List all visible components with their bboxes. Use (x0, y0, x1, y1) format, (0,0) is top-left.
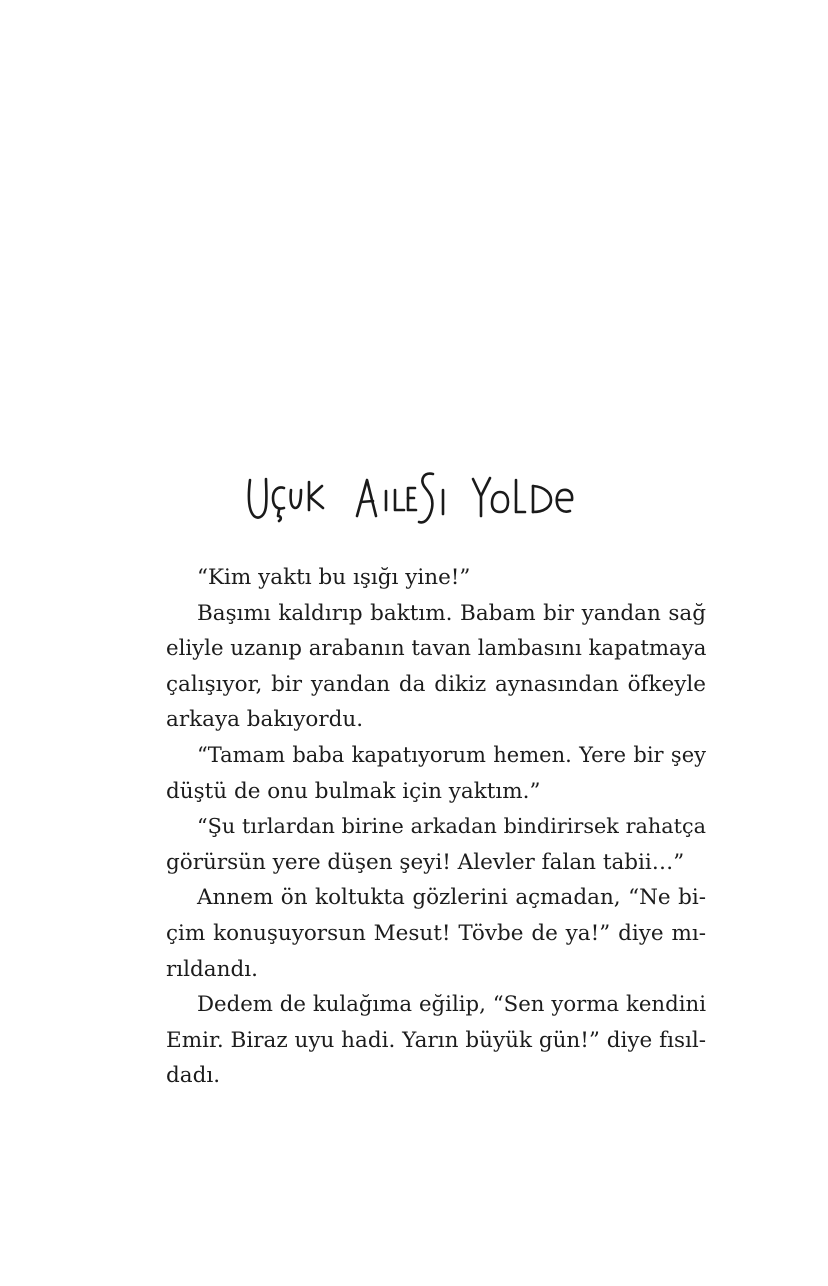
text-line: çim konuşuyorsun Mesut! Tövbe de ya!” diye mı- (166, 920, 706, 946)
text-line: görürsün yere düşen şeyi! Alevler falan tabii…” (166, 849, 685, 875)
text-line: eliyle uzanıp arabanın tavan lambasını kapatmaya (166, 636, 707, 662)
chapter-heading (0, 466, 828, 536)
text-line: rıldandı. (166, 956, 258, 982)
text-line: “Şu tırlardan birine arkadan bindirirsek rahatça (197, 814, 706, 839)
text-line: dadı. (166, 1063, 221, 1089)
text-line: Dedem de kulağıma eğilip, “Sen yorma kendini (197, 992, 706, 1018)
text-line: “Tamam baba kapatıyorum hemen. Yere bir şey (197, 742, 706, 767)
text-line: Annem ön koltukta gözlerini açmadan, “Ne bi- (197, 885, 706, 911)
chapter-body (166, 560, 706, 1094)
text-line: “Kim yaktı bu ışığı yine!” (197, 565, 471, 590)
text-line: düştü de onu bulmak için yaktım.” (166, 778, 541, 804)
text-line: Başımı kaldırıp baktım. Babam bir yandan sağ (197, 600, 706, 626)
text-line: arkaya bakıyordu. (166, 707, 364, 733)
text-line: çalışıyor, bir yandan da dikiz aynasından öfkeyle (166, 671, 706, 697)
chapter-title-lettering (244, 466, 584, 536)
text-line: Emir. Biraz uyu hadi. Yarın büyük gün!” diye fısıl- (166, 1027, 706, 1053)
